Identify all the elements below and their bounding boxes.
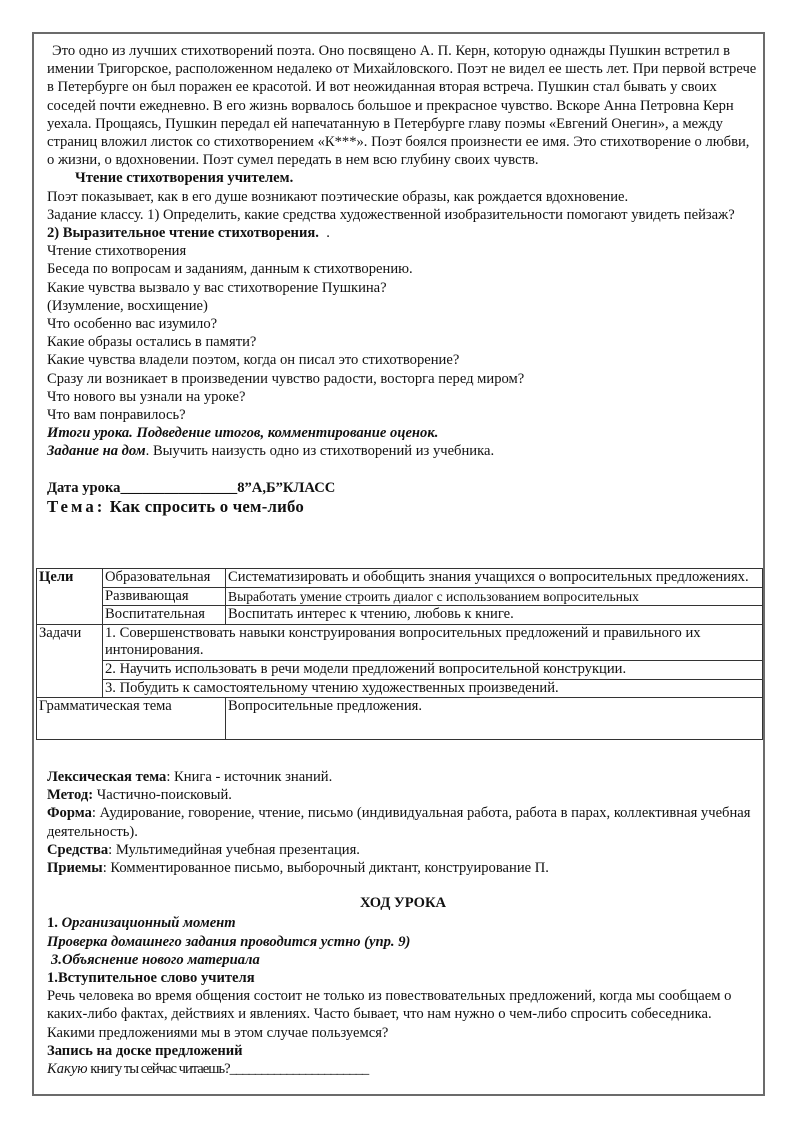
upper-content [47,42,759,516]
homework-text: . Выучить наизусть одно из стихотворений из учебника. [145,443,495,460]
meta-text: : Аудирование, говорение, чтение, письмо (индивидуальная работа, работа в парах, коллективная учебная деятельность). [47,805,751,840]
meta-text: : Мультимедийная учебная презентация. [108,841,360,858]
homework-line [47,442,759,460]
example-sentence [47,1060,759,1078]
meta-line [47,786,759,804]
grammar-text: Вопросительные предложения. [226,698,763,740]
lesson-plan-table [36,568,763,740]
reading-heading: Чтение стихотворения учителем. [75,170,294,187]
example-rest: книгу ты сейчас читаешь?______________________ [87,1061,369,1078]
meta-text: Частично-поисковый. [93,787,232,804]
theme-label: Тема: [47,496,106,516]
meta-label: Приемы [47,860,103,877]
list-item: Что особенно вас изумило? [47,316,218,333]
table-row [37,698,763,740]
meta-text: : Комментированное письмо, выборочный диктант, конструирование П. [102,860,549,877]
meta-text: : Книга - источник знаний. [166,769,333,785]
table-row [37,606,763,625]
course-heading: ХОД УРОКА [359,895,447,912]
list-item: Что вам понравилось? [47,407,186,424]
goal-type: Развивающая [103,587,226,606]
list-item: Какие чувства владели поэтом, когда он писал это стихотворение? [47,352,460,369]
list-item: (Изумление, восхищение) [47,297,208,314]
example-italic: Какую [47,1061,88,1078]
table-row [37,624,763,660]
speech-paragraph: Речь человека во время общения состоит не только из повествовательных предложений, когда мы сообщаем о каких-либо фактах, действиях и явлениях. Часто бывает, что нам нужно о чем-либо спросить собеседника. Какими предложениями мы в этом случае пользуемся? [47,988,732,1041]
table-row [37,679,763,698]
meta-label: Форма [47,805,92,822]
spacer [47,461,759,479]
theme-text: Как спросить о чем-либо [105,496,304,516]
expressive-reading-line [47,224,759,242]
meta-line [47,859,759,877]
list-item: Сразу ли возникает в произведении чувство радости, восторга перед миром? [47,370,525,387]
goal-text: Воспитать интерес к чтению, любовь к книге. [226,606,763,625]
meta-line [47,804,759,840]
step3-heading: 3.Объяснение нового материала [51,951,260,968]
goal-text: Систематизировать и обобщить знания учащихся о вопросительных предложениях. [226,569,763,588]
list-item: Какие чувства вызвало у вас стихотворение Пушкина? [47,279,387,296]
goal-text: Выработать умение строить диалог с использованием вопросительных [226,587,763,606]
step1-line [47,914,759,932]
intro-word-heading: 1.Вступительное слово учителя [47,970,255,987]
board-heading: Запись на доске предложений [47,1042,243,1059]
goals-label: Цели [37,569,103,625]
class-task: Задание классу. 1) Определить, какие средства художественной изобразительности помогают увидеть пейзаж? [47,206,735,223]
task-text: 3. Побудить к самостоятельному чтению художественных произведений. [103,679,763,698]
list-item: Беседа по вопросам и заданиям, данным к стихотворению. [47,261,413,278]
step1-text: Организационный момент [57,915,236,932]
meta-label: Лексическая тема [47,769,167,785]
task-text: 1. Совершенствовать навыки конструирования вопросительных предложений и правильного их интонирования. [103,624,763,660]
meta-label: Метод: [47,787,94,804]
intro-paragraph: Это одно из лучших стихотворений поэта. Оно посвящено А. П. Керн, которую однажды Пушкин встретил в имении Тригорское, расположенном недалеко от Михайловского. Поэт не видел ее шесть лет. При первой встрече в Петербурге он был поражен ее красотой. И вот неожиданная вторая встреча. Пушкин стал бывать у своих соседей почти ежедневно. В его жизнь ворвалось большое и прекрасное чувство. Вскоре Анна Петровна Керн уехала. Прощаясь, Пушкин передал ей напечатанную в Петербурге главу поэмы «Евгений Онегин», а между страниц вложил листок со стихотворением «К***». Поэт боялся произнести ее имя. Это стихотворение о любви, о жизни, о вдохновении. Поэт сумел передать в нем всю глубину своих чувств. [47,43,757,169]
list-item: Что нового вы узнали на уроке? [47,388,246,405]
homework-label: Задание на дом [47,443,146,460]
theme-line [47,497,759,516]
list-item: Чтение стихотворения [47,243,187,260]
task-text: 2. Научить использовать в речи модели предложений вопросительной конструкции. [103,660,763,679]
poet-line: Поэт показывает, как в его душе возникают поэтические образы, как рождается вдохновение. [47,188,629,205]
goal-type: Образовательная [103,569,226,588]
table-row [37,660,763,679]
lower-content [47,768,759,1078]
meta-line [47,768,759,786]
date-line: Дата урока________________8”А,Б”КЛАСС [47,479,336,496]
expressive-reading: 2) Выразительное чтение стихотворения. [47,225,319,242]
meta-label: Средства [47,841,109,858]
expressive-dot: . [326,225,330,242]
goal-type: Воспитательная [103,606,226,625]
step1-num: 1. [47,915,58,932]
table-row [37,587,763,606]
list-item: Какие образы остались в памяти? [47,334,257,351]
homework-check: Проверка домашнего задания проводится устно (упр. 9) [47,933,411,950]
meta-line [47,841,759,859]
tasks-label: Задачи [37,624,103,697]
table-row [37,569,763,588]
grammar-label: Грамматическая тема [37,698,226,740]
summary-line: Итоги урока. Подведение итогов, комментирование оценок. [47,425,439,442]
